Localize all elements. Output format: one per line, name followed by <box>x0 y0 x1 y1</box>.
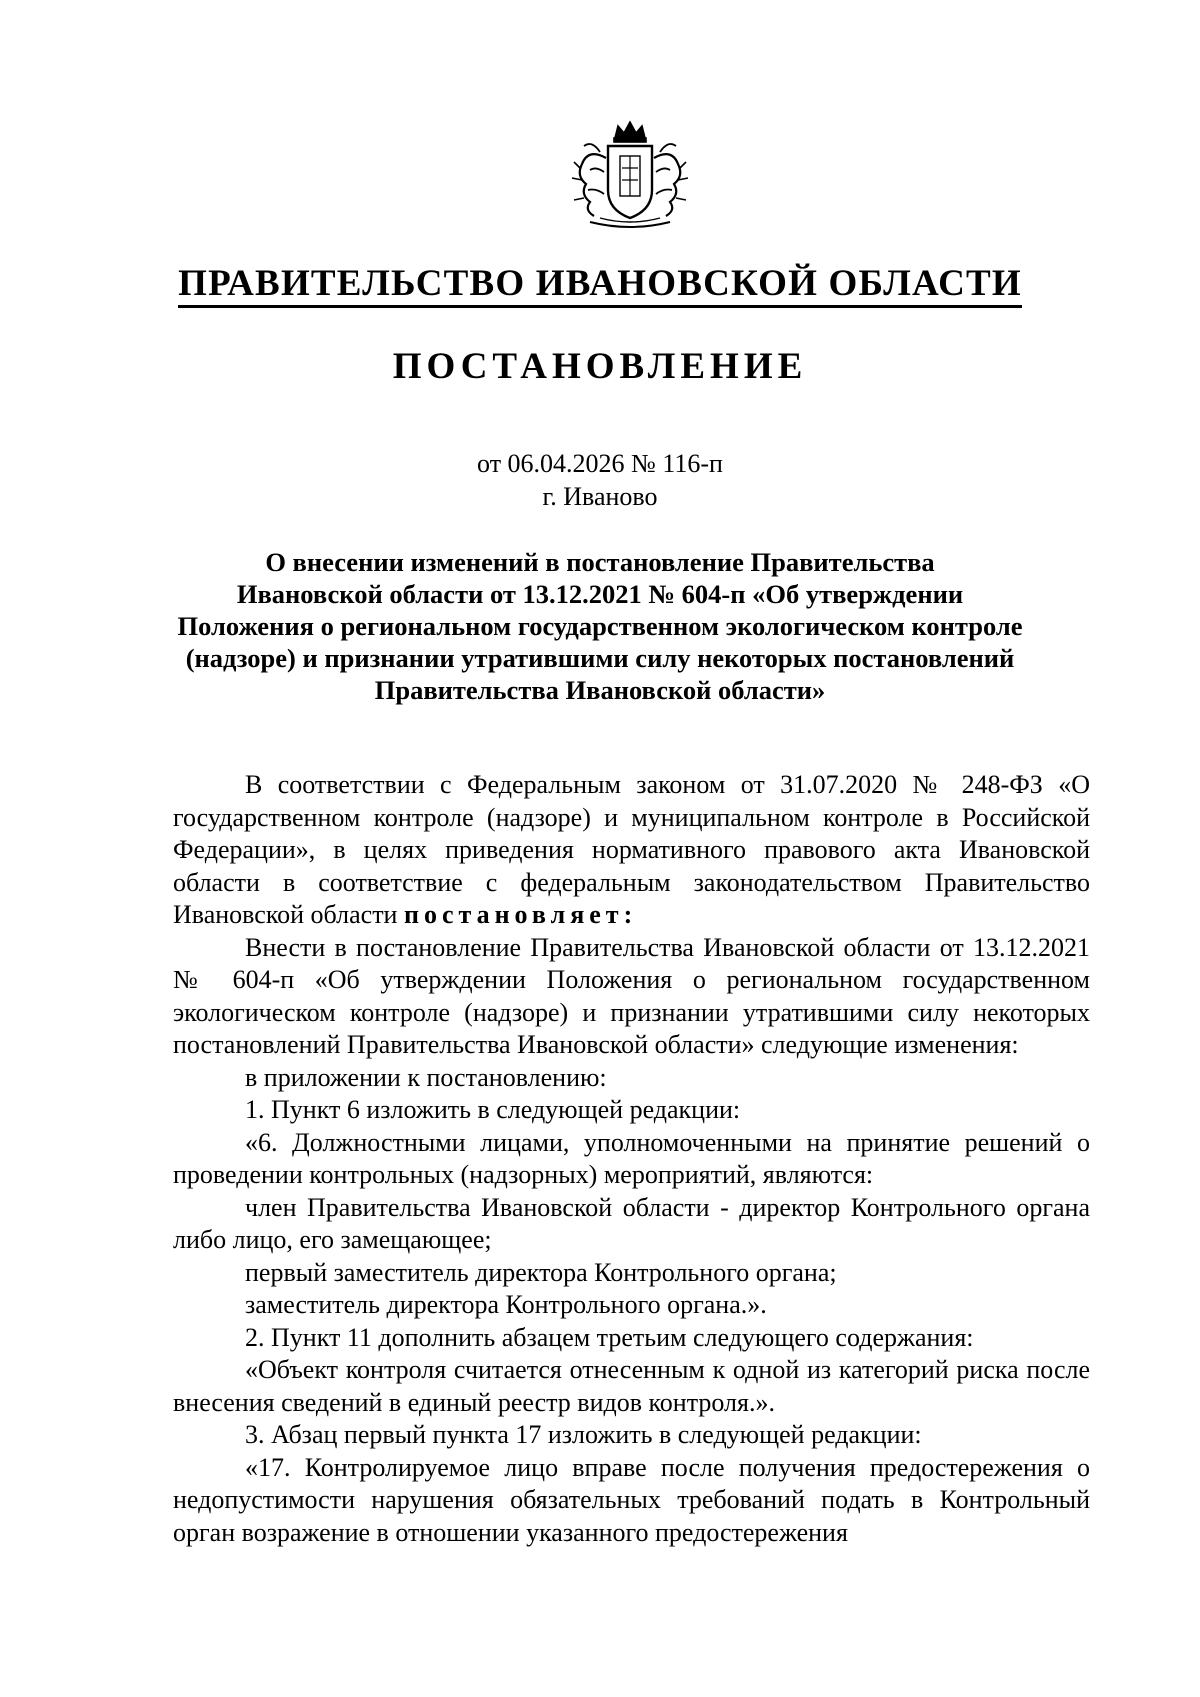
body-paragraph: 3. Абзац первый пункта 17 изложить в следующей редакции: <box>245 1420 922 1449</box>
body-paragraph: Внести в постановление Правительства Ивановской области от 13.12.2021 № 604-п «Об утверждении Положения о региональном государственном экологическом контроле (надзоре) и признании утратившими силу некоторых постановлений Правительства Ивановской области» следующие изменения: <box>173 932 1090 1059</box>
subject-line: О внесении изменений в постановление Правительства <box>265 547 935 577</box>
decree-word: постановляет: <box>403 900 638 929</box>
body-paragraph: заместитель директора Контрольного органа.». <box>245 1290 767 1319</box>
document-subject <box>120 546 1080 706</box>
subject-line: Ивановской области от 13.12.2021 № 604-п «Об утверждении <box>236 579 964 609</box>
body-paragraph: 2. Пункт 11 дополнить абзацем третьим следующего содержания: <box>245 1322 974 1352</box>
body-paragraph: первый заместитель директора Контрольного органа; <box>245 1257 837 1287</box>
date-number: от 06.04.2026 № 116-п <box>477 449 723 478</box>
body-paragraph: «6. Должностными лицами, уполномоченными на принятие решений о проведении контрольных (надзорных) мероприятий, являются: <box>173 1127 1090 1189</box>
document-body <box>173 769 1090 1549</box>
preamble-text: В соответствии с Федеральным законом от 31.07.2020 № 248-ФЗ «О государственном контроле (надзоре) и муниципальном контроле в Российской Федерации», в целях приведения нормативного правового акта Ивановской области в соответствие с федеральным законодательством Правительство Ивановской области <box>173 770 1090 929</box>
city: г. Иваново <box>542 482 658 511</box>
body-paragraph: 1. Пункт 6 изложить в следующей редакции: <box>245 1095 741 1124</box>
document-meta <box>0 447 1200 513</box>
subject-line: Положения о региональном государственном экологическом контроле <box>177 611 1023 641</box>
preamble-paragraph <box>173 769 1090 932</box>
document-type: ПОСТАНОВЛЕНИЕ <box>392 346 808 387</box>
subject-line: Правительства Ивановской области» <box>374 675 826 705</box>
subject-line: (надзоре) и признании утратившими силу некоторых постановлений <box>185 643 1015 673</box>
body-paragraph: «17. Контролируемое лицо вправе после получения предостережения о недопустимости нарушения обязательных требований подать в Контрольный орган возражение в отношении указанного предостережения <box>173 1452 1090 1547</box>
body-paragraph: в приложении к постановлению: <box>245 1062 607 1092</box>
body-paragraph: «Объект контроля считается отнесенным к одной из категорий риска после внесения сведений в единый реестр видов контроля.». <box>173 1355 1090 1417</box>
government-title: ПРАВИТЕЛЬСТВО ИВАНОВСКОЙ ОБЛАСТИ <box>0 262 1200 305</box>
body-paragraph: член Правительства Ивановской области - директор Контрольного органа либо лицо, его замещающее; <box>173 1192 1090 1254</box>
ivanovo-coat-of-arms-icon <box>560 118 700 232</box>
